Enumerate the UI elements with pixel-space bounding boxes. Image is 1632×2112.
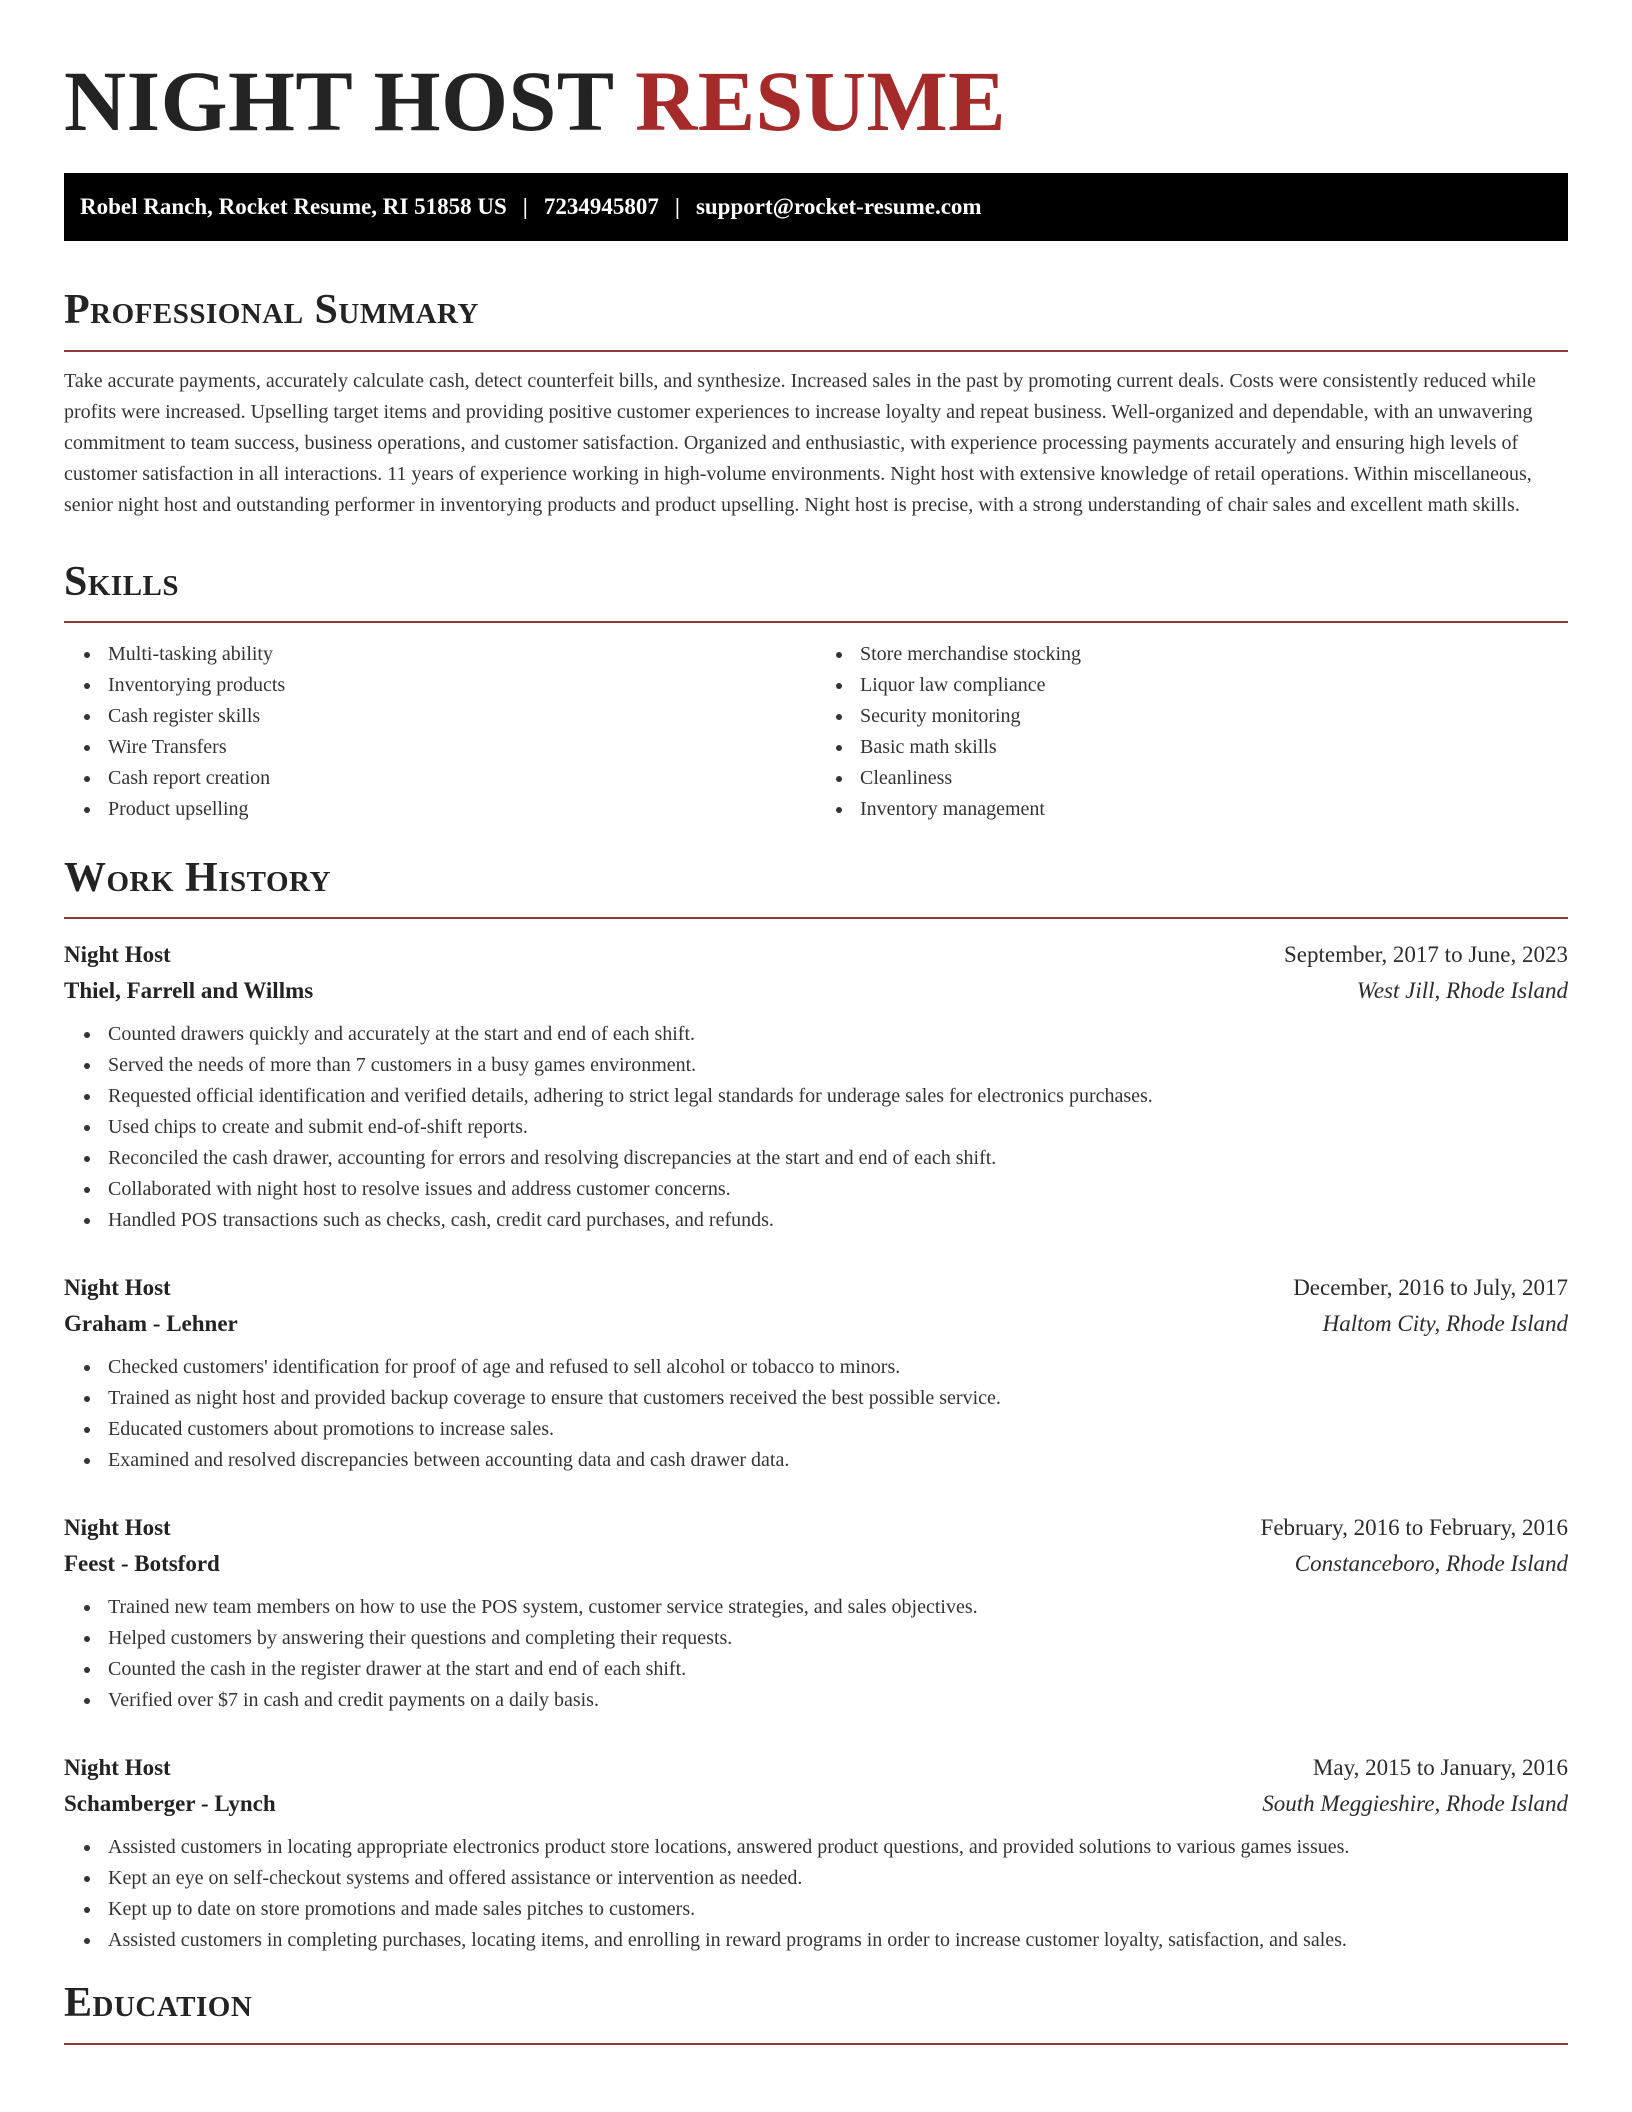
skill-item: Inventorying products [108, 670, 816, 701]
job-title: Night Host [64, 1275, 171, 1301]
skill-item: Security monitoring [860, 701, 1568, 732]
job-title: Night Host [64, 1515, 171, 1541]
job-header-row [64, 1750, 1568, 1786]
job-duty: Checked customers' identification for proof of age and refused to sell alcohol or tobacco to minors. [108, 1352, 1568, 1383]
job-company: Feest - Botsford [64, 1551, 220, 1577]
job-duties [64, 1352, 1568, 1476]
section-divider [64, 917, 1568, 919]
job-duties [64, 1832, 1568, 1956]
job-duty: Served the needs of more than 7 customers in a busy games environment. [108, 1050, 1568, 1081]
skill-item: Liquor law compliance [860, 670, 1568, 701]
job-duties [64, 1019, 1568, 1236]
job-duty: Collaborated with night host to resolve issues and address customer concerns. [108, 1174, 1568, 1205]
skill-item: Cleanliness [860, 763, 1568, 794]
skills-section [64, 557, 1568, 825]
job-entry [64, 1510, 1568, 1716]
skill-item: Product upselling [108, 794, 816, 825]
education-section [64, 1978, 1568, 2044]
skills-column-right [816, 639, 1568, 825]
job-location: Constanceboro, Rhode Island [1294, 1551, 1568, 1577]
contact-separator: | [674, 194, 680, 220]
section-divider [64, 621, 1568, 623]
resume-title-accent: RESUME [635, 53, 1007, 149]
contact-email: support@rocket-resume.com [695, 194, 982, 220]
job-duty: Examined and resolved discrepancies between accounting data and cash drawer data. [108, 1445, 1568, 1476]
skill-item: Multi-tasking ability [108, 639, 816, 670]
summary-heading: Professional Summary [64, 287, 479, 334]
contact-address: Robel Ranch, Rocket Resume, RI 51858 US [80, 194, 507, 220]
job-duty: Trained as night host and provided backup coverage to ensure that customers received the best possible service. [108, 1383, 1568, 1414]
job-company: Schamberger - Lynch [64, 1791, 276, 1817]
job-dates: December, 2016 to July, 2017 [1293, 1275, 1568, 1301]
job-duty: Reconciled the cash drawer, accounting for errors and resolving discrepancies at the start and end of each shift. [108, 1143, 1568, 1174]
job-location: West Jill, Rhode Island [1356, 978, 1568, 1004]
job-entry [64, 1270, 1568, 1476]
skills-column-left [64, 639, 816, 825]
job-dates: May, 2015 to January, 2016 [1312, 1755, 1568, 1781]
job-entry [64, 937, 1568, 1236]
job-location: Haltom City, Rhode Island [1322, 1311, 1568, 1337]
skill-item: Basic math skills [860, 732, 1568, 763]
job-company-row [64, 1546, 1568, 1582]
job-title: Night Host [64, 1755, 171, 1781]
skills-heading: Skills [64, 558, 180, 605]
job-header-row [64, 937, 1568, 973]
job-duty: Requested official identification and verified details, adhering to strict legal standards for underage sales for electronics purchases. [108, 1081, 1568, 1112]
job-entry [64, 1750, 1568, 1956]
contact-phone: 7234945807 [543, 194, 659, 220]
work-history-heading: Work History [64, 854, 331, 901]
skill-item: Cash report creation [108, 763, 816, 794]
job-header-row [64, 1270, 1568, 1306]
job-dates: February, 2016 to February, 2016 [1260, 1515, 1568, 1541]
job-duty: Used chips to create and submit end-of-shift reports. [108, 1112, 1568, 1143]
job-duty: Kept an eye on self-checkout systems and offered assistance or intervention as needed. [108, 1863, 1568, 1894]
job-company: Thiel, Farrell and Willms [64, 978, 314, 1004]
job-dates: September, 2017 to June, 2023 [1284, 942, 1568, 968]
skill-item: Wire Transfers [108, 732, 816, 763]
work-history-section [64, 853, 1568, 1956]
job-duty: Assisted customers in completing purchases, locating items, and enrolling in reward programs in order to increase customer loyalty, satisfaction, and sales. [108, 1925, 1568, 1956]
contact-separator: | [522, 194, 528, 220]
job-location: South Meggieshire, Rhode Island [1262, 1791, 1568, 1817]
job-duty: Kept up to date on store promotions and made sales pitches to customers. [108, 1894, 1568, 1925]
job-duty: Trained new team members on how to use the POS system, customer service strategies, and sales objectives. [108, 1592, 1568, 1623]
job-duty: Assisted customers in locating appropriate electronics product store locations, answered product questions, and provided solutions to various games issues. [108, 1832, 1568, 1863]
education-heading: Education [64, 1980, 253, 2027]
job-company-row [64, 1786, 1568, 1822]
job-duty: Handled POS transactions such as checks, cash, credit card purchases, and refunds. [108, 1205, 1568, 1236]
job-duty: Counted drawers quickly and accurately at the start and end of each shift. [108, 1019, 1568, 1050]
section-divider [64, 2043, 1568, 2045]
skill-item: Cash register skills [108, 701, 816, 732]
skills-grid [64, 639, 1568, 825]
resume-title-main: NIGHT HOST [64, 53, 614, 149]
skill-item: Inventory management [860, 794, 1568, 825]
job-duty: Counted the cash in the register drawer at the start and end of each shift. [108, 1654, 1568, 1685]
summary-text: Take accurate payments, accurately calculate cash, detect counterfeit bills, and synthesize. Increased sales in the past by promoting current deals. Costs were consistently reduced while profits were increased. Upselling target items and providing positive customer experiences to increase loyalty and repeat business. Well-organized and dependable, with an unwavering commitment to team success, business operations, and customer satisfaction. Organized and enthusiastic, with experience processing payments accurately and ensuring high levels of customer satisfaction in all interactions. 11 years of experience working in high-volume environments. Night host with extensive knowledge of retail operations. Within miscellaneous, senior night host and outstanding performer in inventorying products and product upselling. Night host is precise, with a strong understanding of chair sales and excellent math skills. [64, 369, 1536, 516]
job-title: Night Host [64, 942, 171, 968]
skill-item: Store merchandise stocking [860, 639, 1568, 670]
job-duty: Verified over $7 in cash and credit payments on a daily basis. [108, 1685, 1568, 1716]
job-company-row [64, 1306, 1568, 1342]
job-header-row [64, 1510, 1568, 1546]
resume-title [64, 50, 1568, 153]
summary-section [64, 285, 1568, 520]
job-duties [64, 1592, 1568, 1716]
job-company: Graham - Lehner [64, 1311, 238, 1337]
job-duty: Educated customers about promotions to increase sales. [108, 1414, 1568, 1445]
section-divider [64, 350, 1568, 352]
job-duty: Helped customers by answering their questions and completing their requests. [108, 1623, 1568, 1654]
job-company-row [64, 973, 1568, 1009]
contact-bar [64, 173, 1568, 241]
